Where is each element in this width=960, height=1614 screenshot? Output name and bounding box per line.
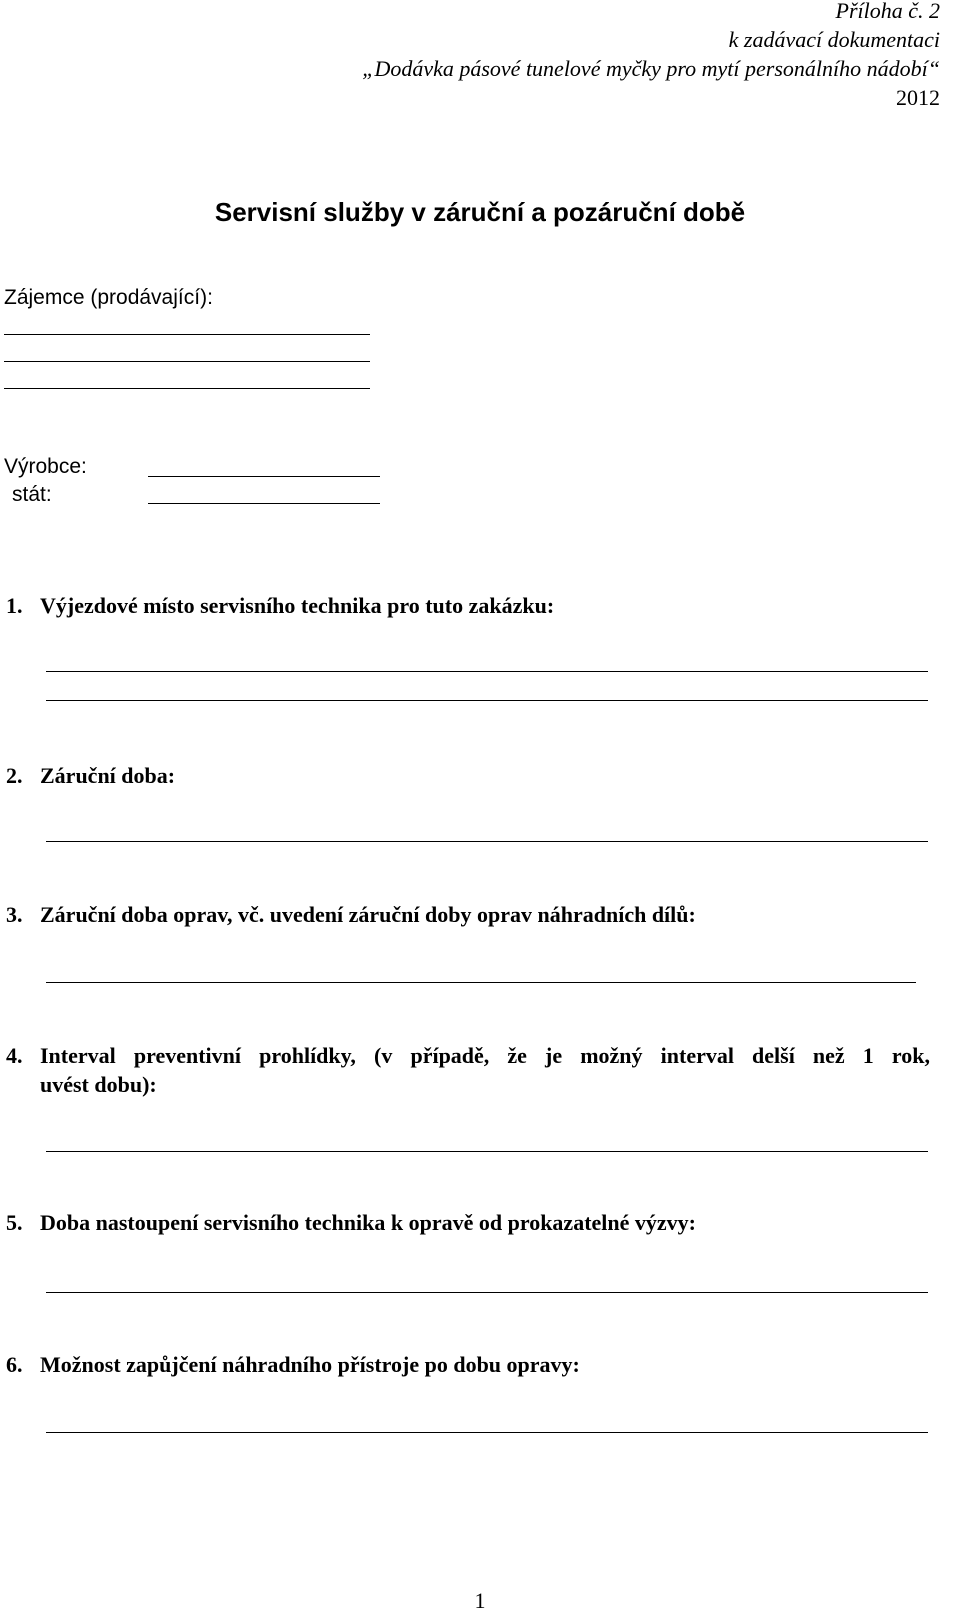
applicant-line-1[interactable] — [4, 334, 370, 335]
country-label: stát: — [12, 483, 52, 506]
applicant-label: Zájemce (prodávající): — [4, 286, 213, 309]
applicant-line-3[interactable] — [4, 388, 370, 389]
answer-line-2[interactable] — [46, 841, 928, 842]
question-text: Doba nastoupení servisního technika k opravě od prokazatelné výzvy: — [40, 1210, 696, 1235]
question-text: Záruční doba: — [40, 763, 176, 788]
question-5 — [6, 1208, 930, 1238]
answer-line-3[interactable] — [46, 982, 916, 983]
appendix-label: Příloha č. 2 — [835, 0, 940, 23]
answer-line-4[interactable] — [46, 1151, 928, 1152]
question-number: 6. — [6, 1352, 23, 1377]
document-header — [362, 0, 940, 112]
question-text: Záruční doba oprav, vč. uvedení záruční doby oprav náhradních dílů: — [40, 902, 696, 927]
question-number: 3. — [6, 902, 23, 927]
answer-line-6[interactable] — [46, 1432, 928, 1433]
answer-line-5[interactable] — [46, 1292, 928, 1293]
answer-line-1a[interactable] — [46, 671, 928, 672]
question-text: Výjezdové místo servisního technika pro tuto zakázku: — [40, 593, 555, 618]
question-text: Možnost zapůjčení náhradního přístroje po dobu opravy: — [40, 1352, 580, 1377]
page-title: Servisní služby v záruční a pozáruční době — [214, 197, 746, 227]
page-number: 1 — [474, 1588, 486, 1613]
question-number: 4. — [6, 1043, 23, 1068]
tender-doc-label: k zadávací dokumentaci — [728, 27, 940, 52]
question-1 — [6, 591, 930, 621]
question-text-line-2: uvést dobu): — [40, 1072, 157, 1097]
question-6 — [6, 1350, 930, 1380]
answer-line-1b[interactable] — [46, 700, 928, 701]
question-text-line-1: Interval preventivní prohlídky, (v případě, že je možný interval delší než 1 rok, — [40, 1043, 930, 1068]
contract-name: „Dodávka pásové tunelové myčky pro mytí personálního nádobí“ — [362, 56, 940, 81]
manufacturer-label: Výrobce: — [4, 455, 87, 478]
question-number: 1. — [6, 593, 23, 618]
country-line[interactable] — [148, 503, 380, 504]
question-number: 2. — [6, 763, 23, 788]
year: 2012 — [896, 85, 940, 110]
question-2 — [6, 761, 930, 791]
question-number: 5. — [6, 1210, 23, 1235]
manufacturer-line[interactable] — [148, 476, 380, 477]
applicant-line-2[interactable] — [4, 361, 370, 362]
question-3 — [6, 900, 930, 930]
question-4 — [6, 1041, 930, 1101]
